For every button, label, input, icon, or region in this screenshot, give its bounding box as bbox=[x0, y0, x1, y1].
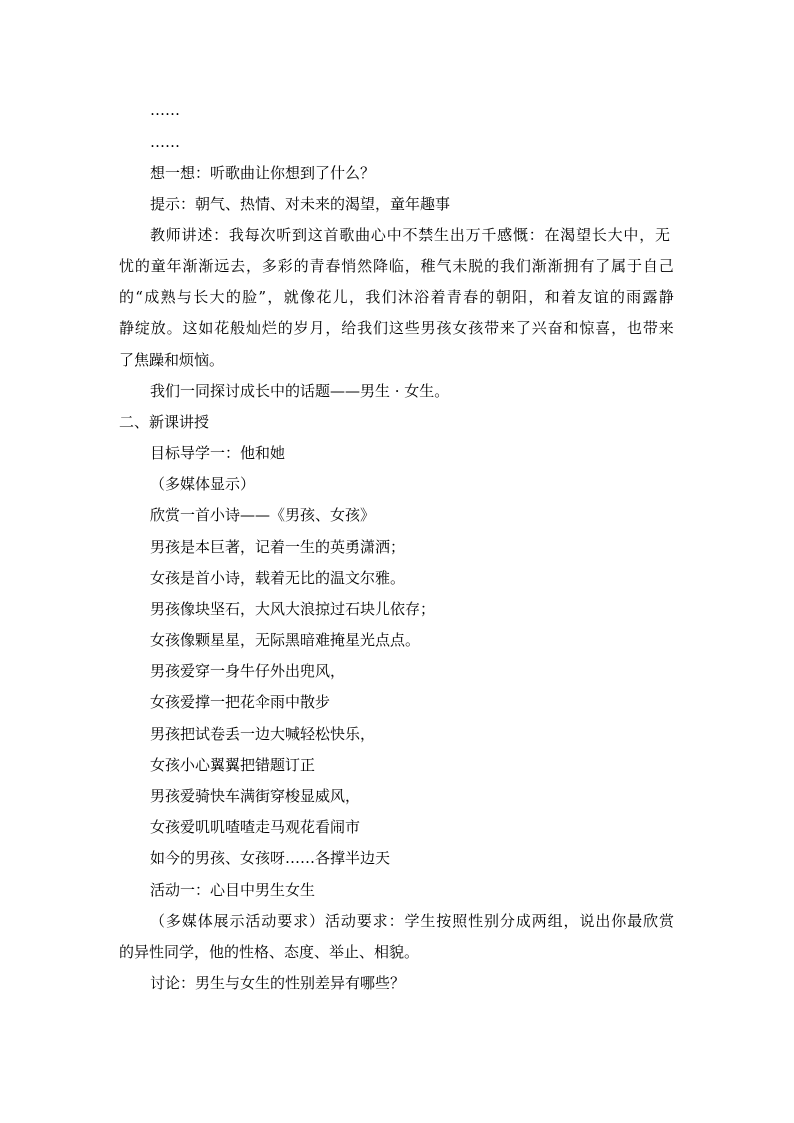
poem-line-4: 女孩像颗星星，无际黑暗难掩星光点点。 bbox=[150, 631, 421, 649]
discussion-line: 讨论：男生与女生的性别差异有哪些？ bbox=[150, 974, 406, 992]
topic-line: 我们一同探讨成长中的话题——男生 · 女生。 bbox=[150, 382, 450, 400]
poem-line-7: 男孩把试卷丢一边大喊轻松快乐， bbox=[150, 725, 376, 743]
ellipsis-line-2: …… bbox=[150, 133, 180, 151]
teacher-narration-line-3: 的“成熟与长大的脸”，就像花儿，我们沐浴着青春的朝阳，和着友谊的雨露静 bbox=[119, 288, 674, 306]
poem-title-line: 欣赏一首小诗——《男孩、女孩》 bbox=[150, 506, 376, 524]
poem-line-3: 男孩像块坚石，大风大浪掠过石块儿依存； bbox=[150, 600, 436, 618]
multimedia-note: （多媒体显示） bbox=[150, 475, 256, 493]
poem-line-2: 女孩是首小诗，载着无比的温文尔雅。 bbox=[150, 569, 406, 587]
activity-heading: 活动一：心目中男生女生 bbox=[150, 881, 316, 899]
teacher-narration-line-4: 静绽放。这如花般灿烂的岁月，给我们这些男孩女孩带来了兴奋和惊喜，也带来 bbox=[119, 319, 674, 337]
activity-requirement-line-2: 的异性同学，他的性格、态度、举止、相貌。 bbox=[119, 943, 420, 961]
hint-line: 提示：朝气、热情、对未来的渴望，童年趣事 bbox=[150, 195, 451, 213]
teacher-narration-line-2: 忧的童年渐渐远去，多彩的青春悄然降临，稚气未脱的我们渐渐拥有了属于自己 bbox=[119, 257, 674, 275]
activity-requirement-line-1: （多媒体展示活动要求）活动要求：学生按照性别分成两组，说出你最欣赏 bbox=[150, 912, 674, 930]
poem-line-1: 男孩是本巨著，记着一生的英勇潇洒； bbox=[150, 538, 406, 556]
poem-line-10: 女孩爱叽叽喳喳走马观花看闹市 bbox=[150, 818, 361, 836]
poem-line-9: 男孩爱骑快车满街穿梭显威风， bbox=[150, 787, 361, 805]
ellipsis-line-1: …… bbox=[150, 101, 180, 119]
poem-line-5: 男孩爱穿一身牛仔外出兜风， bbox=[150, 662, 346, 680]
goal-heading: 目标导学一：他和她 bbox=[150, 444, 286, 462]
teacher-narration-line-5: 了焦躁和烦恼。 bbox=[119, 351, 225, 369]
teacher-narration-line-1: 教师讲述：我每次听到这首歌曲心中不禁生出万千感慨：在渴望长大中，无 bbox=[150, 226, 670, 244]
poem-line-8: 女孩小心翼翼把错题订正 bbox=[150, 756, 316, 774]
section-heading: 二、新课讲授 bbox=[119, 413, 210, 431]
poem-line-6: 女孩爱撑一把花伞雨中散步 bbox=[150, 693, 331, 711]
question-line: 想一想：听歌曲让你想到了什么？ bbox=[150, 164, 376, 182]
poem-line-11: 如今的男孩、女孩呀……各撑半边天 bbox=[150, 849, 391, 867]
